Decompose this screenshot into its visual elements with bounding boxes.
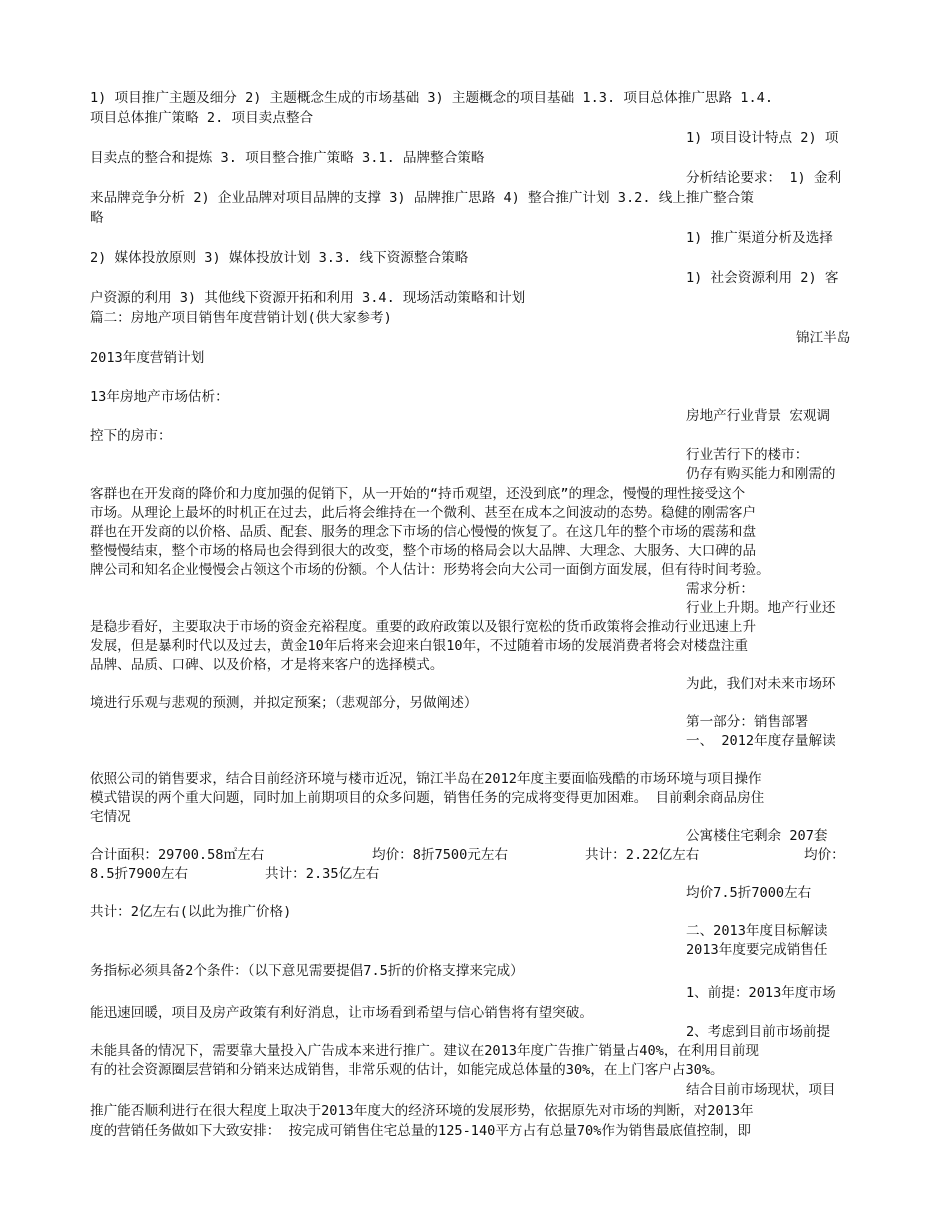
text-line: 户资源的利用 3) 其他线下资源开拓和利用 3.4. 现场活动策略和计划 [90, 290, 526, 306]
text-line: 1) 项目设计特点 2) 项 [686, 130, 839, 146]
text-line: 能迅速回暖，项目及房产政策有利好消息，让市场看到希望与信心销售将有望突破。 [90, 1005, 593, 1021]
text-line: 行业苦行下的楼市： [686, 447, 809, 463]
text-line: 略 [90, 210, 104, 226]
text-line: 推广能否顺利进行在很大程度上取决于2013年度大的经济环境的发展形势，依据原先对市场的判断，对2013年 [90, 1103, 754, 1119]
section-heading: 第一部分：销售部署 [686, 714, 809, 730]
text-line: 牌公司和知名企业慢慢会占领这个市场的份额。个人估计：形势将会向大公司一面倒方面发展，但有待时间考验。 [90, 562, 770, 578]
project-name: 锦江半岛 [796, 330, 851, 346]
text-line: 结合目前市场现状，项目 [686, 1082, 836, 1098]
text-line: 目卖点的整合和提炼 3. 项目整合推广策略 3.1. 品牌整合策略 [90, 150, 485, 166]
text-line: 2、考虑到目前市场前提 [686, 1024, 831, 1040]
text-line: 均价： [804, 847, 845, 863]
text-line: 未能具备的情况下，需要靠大量投入广告成本来进行推广。建议在2013年度广告推广销量占40%，在利用目前现 [90, 1043, 760, 1059]
text-line: 房地产行业背景 宏观调 [686, 408, 831, 424]
text-line: 务指标必须具备2个条件：（以下意见需要提倡7.5折的价格支撑来完成） [90, 963, 524, 979]
text-line: 8.5折7900左右 [90, 866, 189, 882]
text-line: 控下的房市： [90, 428, 172, 444]
text-line: 项目总体推广策略 2. 项目卖点整合 [90, 110, 314, 126]
text-line: 群也在开发商的以价格、品质、配套、服务的理念下市场的信心慢慢的恢复了。在这几年的整个市场的震荡和盘 [90, 524, 757, 540]
text-line: 1) 项目推广主题及细分 2) 主题概念生成的市场基础 3) 主题概念的项目基础 1.3. 项目总体推广思路 1.4. [90, 90, 774, 106]
text-line: 1) 推广渠道分析及选择 [686, 230, 833, 246]
text-line: 仍存有购买能力和刚需的 [686, 466, 836, 482]
text-line: 有的社会资源圈层营销和分销来达成销售，非常乐观的估计，如能完成总体量的30%，在上门客户占30%。 [90, 1062, 724, 1078]
text-line: 宅情况 [90, 809, 131, 825]
text-line: 1、前提：2013年度市场 [686, 985, 836, 1001]
text-line: 1) 社会资源利用 2) 客 [686, 270, 839, 286]
plan-title: 2013年度营销计划 [90, 350, 205, 366]
text-line: 2013年度要完成销售任 [686, 942, 828, 958]
text-line: 2) 媒体投放原则 3) 媒体投放计划 3.3. 线下资源整合策略 [90, 250, 469, 266]
text-line: 境进行乐观与悲观的预测，并拟定预案；（悲观部分，另做阐述） [90, 695, 478, 711]
text-line: 行业上升期。地产行业还 [686, 600, 836, 616]
text-line: 13年房地产市场估析： [90, 389, 229, 405]
text-line: 共计：2亿左右(以此为推广价格) [90, 904, 292, 920]
text-line: 市场。从理论上最坏的时机正在过去，此后将会维持在一个微利、甚至在成本之间波动的态势。稳健的刚需客户 [90, 505, 757, 521]
text-line: 模式错误的两个重大问题，同时加上前期项目的众多问题，销售任务的完成将变得更加困难。 目前剩余商品房住 [90, 790, 765, 806]
text-line: 客群也在开发商的降价和力度加强的促销下，从一开始的“持币观望，还没到底”的理念，慢慢的理性接受这个 [90, 486, 746, 502]
section-heading: 篇二：房地产项目销售年度营销计划(供大家参考) [90, 310, 392, 326]
text-line: 度的营销任务做如下大致安排： 按完成可销售住宅总量的125-140平方占有总量70%作为销售最底值控制，即 [90, 1123, 751, 1139]
text-line: 共计：2.22亿左右 [585, 847, 700, 863]
section-heading: 一、 2012年度存量解读 [686, 733, 836, 749]
text-line: 公寓楼住宅剩余 207套 [686, 828, 828, 844]
text-line: 为此，我们对未来市场环 [686, 676, 836, 692]
text-line: 发展，但是暴利时代以及过去，黄金10年后将来会迎来白银10年，不过随着市场的发展消费者将会对楼盘注重 [90, 638, 749, 654]
text-line: 整慢慢结束，整个市场的格局也会得到很大的改变，整个市场的格局会以大品牌、大理念、大服务、大口碑的品 [90, 543, 757, 559]
text-line: 是稳步看好，主要取决于市场的资金充裕程度。重要的政府政策以及银行宽松的货币政策将会推动行业迅速上升 [90, 619, 757, 635]
section-heading: 二、2013年度目标解读 [686, 923, 828, 939]
text-line: 均价：8折7500元左右 [372, 847, 509, 863]
text-line: 依照公司的销售要求，结合目前经济环境与楼市近况，锦江半岛在2012年度主要面临残酷的市场环境与项目操作 [90, 771, 762, 787]
text-line: 分析结论要求： 1) 金利 [686, 170, 842, 186]
text-line: 均价7.5折7000左右 [686, 885, 812, 901]
text-line: 来品牌竞争分析 2) 企业品牌对项目品牌的支撑 3) 品牌推广思路 4) 整合推广计划 3.2. 线上推广整合策 [90, 190, 754, 206]
text-line: 品牌、品质、口碑、以及价格，才是将来客户的选择模式。 [90, 657, 444, 673]
text-line: 需求分析： [686, 581, 754, 597]
text-line: 合计面积：29700.58㎡左右 [90, 847, 265, 863]
text-line: 共计：2.35亿左右 [265, 866, 380, 882]
